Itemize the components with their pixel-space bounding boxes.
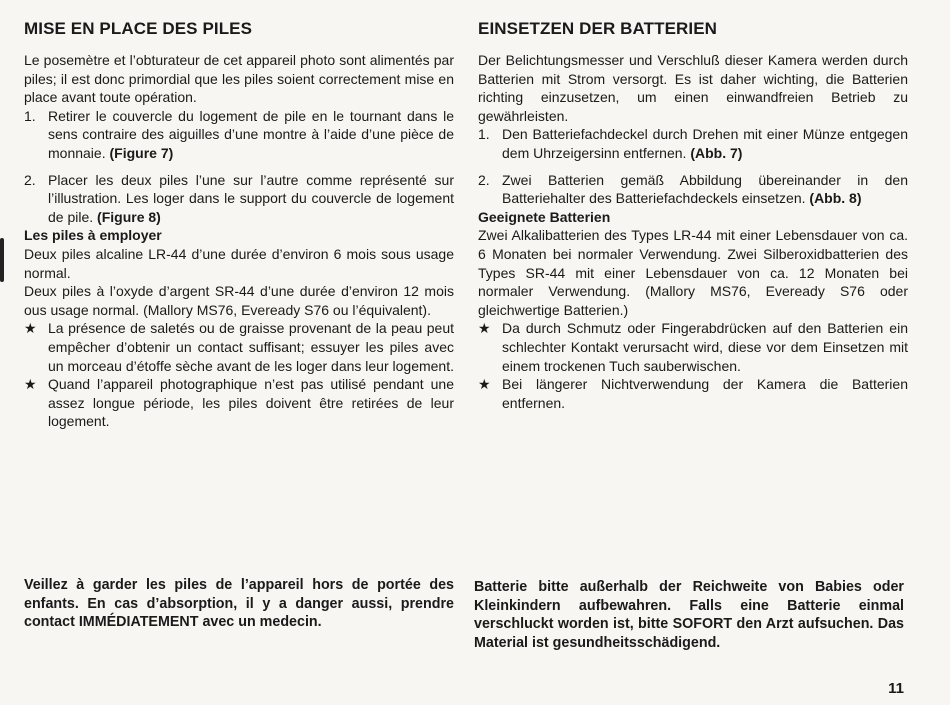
french-notes [24,319,454,431]
figure-reference: (Figure 7) [109,144,174,161]
star-icon: ★ [24,376,37,393]
note-text: Da durch Schmutz oder Fingerabdrücken auf den Batterien ein schlechter Kontakt verursacht wird, diese vor dem Einsetzen mit einem trockenen Tuch sauberwischen. [502,320,908,374]
star-icon: ★ [478,320,491,337]
german-note-1 [478,319,908,375]
german-note-2 [478,375,908,412]
step-text: Zwei Batterien gemäß Abbildung übereinander in den Batteriehalter des Batteriefachdeckels einsetzen. [502,171,908,207]
french-subhead: Les piles à employer [24,227,162,244]
german-steps [478,125,908,207]
step-number: 2. [478,171,490,188]
german-para-batteries: Zwei Alkalibatterien des Types LR-44 mit einer Lebensdauer von ca. 6 Monaten bei normaler Verwendung. Zwei Silberoxidbatterien des Types SR-44 mit einer Lebensdauer von ca. 12 Monaten bei normaler Verwendung. (Mallory MS76, Eveready S76 oder gleichwertige Batterien.) [478,227,908,318]
french-steps [24,107,454,227]
german-warning: Batterie bitte außerhalb der Reichweite von Babies oder Kleinkindern aufbewahren. Falls eine Batterie einmal verschluckt worden ist, bitte SOFORT den Arzt aufsuchen. Das Material ist gesundheitsschädigend. [474,579,904,651]
french-intro: Le posemètre et l’obturateur de cet appareil photo sont alimentés par piles; il est donc primordial que les piles soient correctement mise en place avant toute opération. [24,52,454,106]
figure-reference: (Abb. 8) [809,190,862,207]
page-edge-mark [0,238,4,282]
page-number: 11 [888,680,904,697]
note-text: La présence de saletés ou de graisse provenant de la peau peut empêcher d’obtenir un contact suffisant; essuyer les piles avec un morceau d’étoffe sèche avant de les loger dans leur logement. [48,320,454,374]
figure-reference: (Figure 8) [97,208,161,225]
german-step-2 [478,171,908,208]
note-text: Bei längerer Nichtverwendung der Kamera die Batterien entfernen. [502,376,908,411]
french-column [24,18,454,431]
star-icon: ★ [478,376,491,393]
german-step-1 [478,125,908,162]
step-number: 1. [478,126,490,143]
french-step-1 [24,107,454,163]
french-para-silver: Deux piles à l’oxyde d’argent SR-44 d’une durée d’environ 12 mois ous usage normal. (Mallory MS76, Eveready S76 ou l’équivalent). [24,283,454,318]
french-note-1 [24,319,454,375]
french-para-alkaline: Deux piles alcaline LR-44 d’une durée d’environ 6 mois sous usage normal. [24,245,454,281]
german-column [478,18,908,412]
step-text: Placer les deux piles l’une sur l’autre comme représenté sur l’illustration. Les loger dans le support du couvercle de logement de pile. [48,171,454,225]
french-note-2 [24,375,454,431]
german-title: EINSETZEN DER BATTERIEN [478,19,718,38]
french-title: MISE EN PLACE DES PILES [24,19,253,38]
german-notes [478,319,908,412]
step-number: 2. [24,171,36,188]
french-warning: Veillez à garder les piles de l’appareil hors de portée des enfants. En cas d’absorption, il y a danger aussi, prendre contact IMMÉDIATEMENT avec un medecin. [24,577,454,631]
step-text: Retirer le couvercle du logement de pile en le tournant dans le sens contraire des aiguilles d’une montre à l’aide d’une pièce de monnaie. [48,107,454,161]
star-icon: ★ [24,320,37,337]
german-subhead: Geeignete Batterien [478,208,611,225]
german-intro: Der Belichtungsmesser und Verschluß dieser Kamera werden durch Batterien mit Strom versorgt. Es ist daher wichting, die Batterien richting einzusetzen, um einen einwandfreien Betrieb zu gewährleisten. [478,52,908,124]
french-step-2 [24,171,454,227]
figure-reference: (Abb. 7) [690,144,743,161]
step-text: Den Batteriefachdeckel durch Drehen mit einer Münze entgegen dem Uhrzeigersinn entfernen. [502,126,908,161]
step-number: 1. [24,107,36,124]
note-text: Quand l’appareil photographique n’est pas utilisé pendant une assez longue période, les piles doivent être retirées de leur logement. [48,376,454,430]
